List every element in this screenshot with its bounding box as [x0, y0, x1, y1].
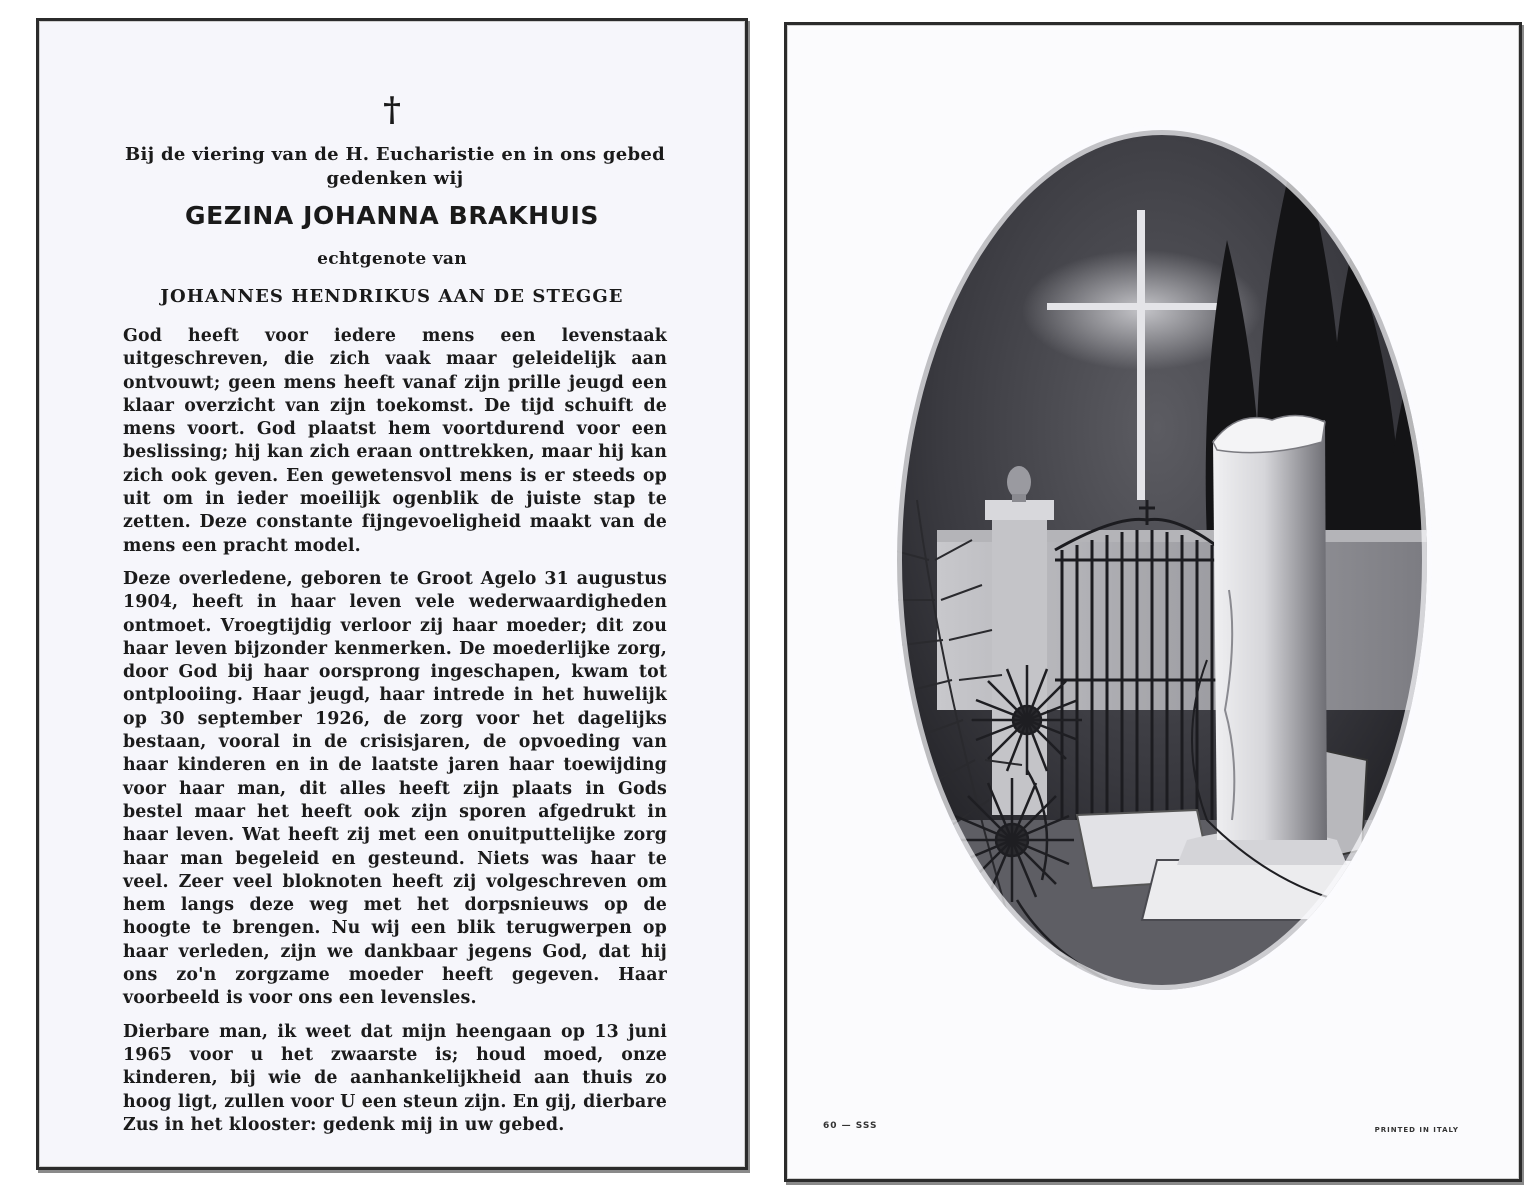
- body-text: [123, 325, 667, 1147]
- memorial-illustration: [877, 120, 1437, 1000]
- deceased-name: GEZINA JOHANNA BRAKHUIS: [184, 201, 600, 230]
- cross-icon: †: [383, 90, 401, 130]
- paragraph: Dierbare man, ik weet dat mijn heengaan op 13 juni 1965 voor u het zwaarste is; houd moed, onze kinderen, bij wie de aanhankelijkheid aan thuis zo hoog ligt, zullen voor U een steun zijn. En gij, dierbare Zus in het klooster: gedenk mij in uw gebed.: [123, 1021, 667, 1135]
- print-code: 60 — SSS: [823, 1121, 878, 1131]
- spouse-label: echtgenote van: [317, 249, 467, 269]
- memorial-card-text-page: [36, 18, 748, 1170]
- memorial-card-image-page: [784, 22, 1522, 1182]
- paragraph: God heeft voor iedere mens een levenstaak uitgeschreven, die zich vaak maar geleidelijk aan ontvouwt; geen mens heeft vanaf zijn prille jeugd een klaar overzicht van zijn toekomst. De tijd schuift de mens voort. God plaatst hem voortdurend voor een beslissing; hij kan zich eraan onttrekken, maar hij kan zich ook geven. Een gewetensvol mens is er steeds op uit om in ieder moeilijk ogenblik de juiste stap te zetten. Deze constante fijngevoeligheid maakt van de mens een pracht model.: [123, 326, 667, 556]
- intro-text: Bij de viering van de H. Eucharistie en in ons gebed gedenken wij: [124, 144, 666, 189]
- spouse-name: JOHANNES HENDRIKUS AAN DE STEGGE: [160, 286, 624, 307]
- printed-in-italy-label: PRINTED IN ITALY: [1374, 1126, 1459, 1134]
- paragraph: Deze overledene, geboren te Groot Agelo 31 augustus 1904, heeft in haar leven vele wederwaardigheden ontmoet. Vroegtijdig verloor zij haar moeder; dit zou haar leven bijzonder kenmerken. De moederlijke zorg, door God bij haar oorsprong ingeschapen, kwam tot ontplooiing. Haar jeugd, haar intrede in het huwelijk op 30 september 1926, de zorg voor het dagelijks bestaan, vooral in de crisisjaren, de opvoeding van haar kinderen en in de laatste jaren haar toewijding voor haar man, dit alles heeft zijn plaats in Gods bestel maar het heeft ook zijn sporen afgedrukt in haar leven. Wat heeft zij met een onuitputtelijke zorg haar man begeleid en gesteund. Niets was haar te veel. Zeer veel bloknoten heeft zij volgeschreven om hem langs deze weg met het dorpsnieuws op de hoogte te brengen. Nu wij een blik terugwerpen op haar verleden, zijn we dankbaar jegens God, dat hij ons zo'n zorgzame moeder heeft gegeven. Haar voorbeeld is voor ons een levensles.: [123, 568, 667, 1009]
